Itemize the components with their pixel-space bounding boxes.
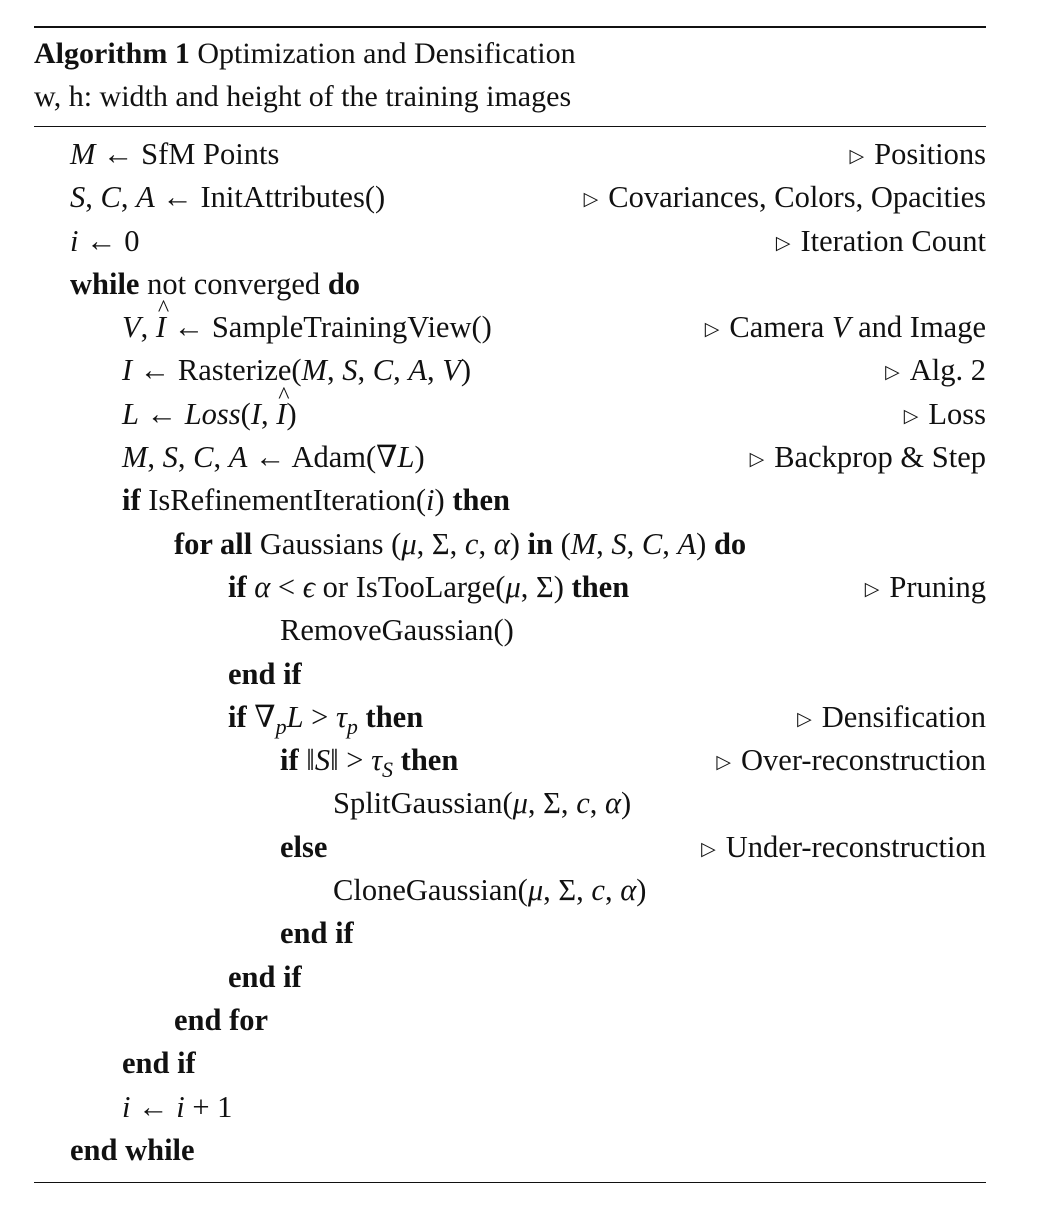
algo-code: i ← i + 1 (122, 1089, 233, 1124)
algo-line-9 (34, 479, 986, 522)
algo-line-2 (34, 176, 986, 219)
algorithm-body (34, 127, 986, 1172)
algo-code: SplitGaussian(μ, Σ, c, α) (333, 786, 632, 821)
algo-code: while not converged do (70, 266, 361, 301)
comment-triangle-icon: ▷ (797, 708, 812, 730)
algo-line-7 (34, 393, 986, 436)
comment-triangle-icon: ▷ (749, 449, 765, 471)
algo-line-23 (34, 1086, 986, 1129)
algo-line-13 (34, 653, 986, 696)
algorithm-params: w, h: width and height of the training images (34, 80, 572, 113)
algo-code: I ← Rasterize(M, S, C, A, V) (122, 353, 472, 388)
algo-code: end if (228, 656, 302, 691)
algo-line-10 (34, 523, 986, 566)
algo-code: end for (174, 1002, 269, 1037)
algo-code: end if (122, 1046, 196, 1081)
comment-triangle-icon: ▷ (701, 838, 716, 860)
algo-code: M ← SfM Points (70, 137, 280, 171)
algorithm-caption (34, 28, 986, 118)
algo-line-12 (34, 609, 986, 652)
algorithm-title: Optimization and Densification (197, 37, 576, 70)
comment-triangle-icon: ▷ (716, 752, 732, 774)
algo-code: if $\nabla_pL > \tau_p$ then (228, 699, 424, 739)
comment-triangle-icon: ▷ (849, 146, 865, 167)
caption-title-line (34, 32, 986, 75)
algo-line-11 (34, 566, 986, 609)
algo-comment: ▷ Under-reconstruction (701, 826, 986, 871)
algo-line-5 (34, 306, 986, 349)
algo-code: if ‖S‖ > $\tau_S$ then (280, 743, 459, 783)
algo-code: end if (280, 916, 354, 951)
comment-triangle-icon: ▷ (864, 578, 880, 600)
algo-comment: ▷ Iteration Count (776, 220, 986, 265)
algo-code: S, C, A ← InitAttributes() (70, 180, 386, 215)
algo-line-14 (34, 696, 986, 739)
algo-line-24 (34, 1129, 986, 1172)
algo-line-8 (34, 436, 986, 479)
algo-code: M, S, C, A ← Adam(∇L) (122, 440, 425, 475)
algo-code: for all Gaussians (μ, Σ, c, α) in (M, S, C, A) do (174, 526, 747, 561)
algorithm-label: Algorithm 1 (34, 37, 190, 70)
algo-line-16 (34, 782, 986, 825)
algo-code: if α < ϵ or IsTooLarge(μ, Σ) then (228, 569, 630, 604)
algo-line-4 (34, 263, 986, 306)
algo-line-3 (34, 220, 986, 263)
algo-line-17 (34, 826, 986, 869)
comment-triangle-icon: ▷ (775, 232, 791, 254)
algo-comment: ▷ Covariances, Colors, Opacities (584, 176, 986, 221)
algo-code: end if (228, 959, 302, 994)
algo-code: L ← Loss(I, ^ I) (122, 393, 297, 436)
comment-triangle-icon: ▷ (903, 405, 919, 427)
algo-comment: ▷ Over-reconstruction (716, 739, 986, 784)
algo-code: RemoveGaussian() (280, 613, 514, 648)
algo-code: i ← 0 (70, 223, 140, 258)
algorithm-block (34, 26, 986, 1183)
algo-code: V, ^ I ← SampleTrainingView() (122, 306, 492, 349)
algo-comment: ▷ Pruning (865, 566, 986, 611)
algo-line-21 (34, 999, 986, 1042)
comment-triangle-icon: ▷ (583, 189, 599, 211)
algo-line-6 (34, 349, 986, 392)
algo-comment: ▷ Alg. 2 (885, 349, 986, 394)
algo-comment: ▷ Camera V and Image (705, 306, 986, 351)
algo-comment: ▷ Densification (797, 696, 986, 741)
algo-line-22 (34, 1042, 986, 1085)
algo-code: end while (70, 1132, 195, 1167)
algo-code: if IsRefinementIteration(i) then (122, 483, 510, 518)
algo-comment: ▷ Loss (904, 393, 986, 438)
algo-comment: ▷ Backprop & Step (750, 436, 986, 481)
algo-line-20 (34, 956, 986, 999)
algo-line-19 (34, 912, 986, 955)
algo-line-18 (34, 869, 986, 912)
bottom-rule (34, 1182, 986, 1183)
comment-triangle-icon: ▷ (704, 319, 720, 341)
algo-code: else (280, 829, 328, 864)
algo-line-15 (34, 739, 986, 782)
comment-triangle-icon: ▷ (885, 362, 900, 384)
algo-comment: ▷ Positions (850, 133, 987, 178)
algo-line-1 (34, 133, 986, 176)
algo-code: CloneGaussian(μ, Σ, c, α) (333, 873, 647, 908)
